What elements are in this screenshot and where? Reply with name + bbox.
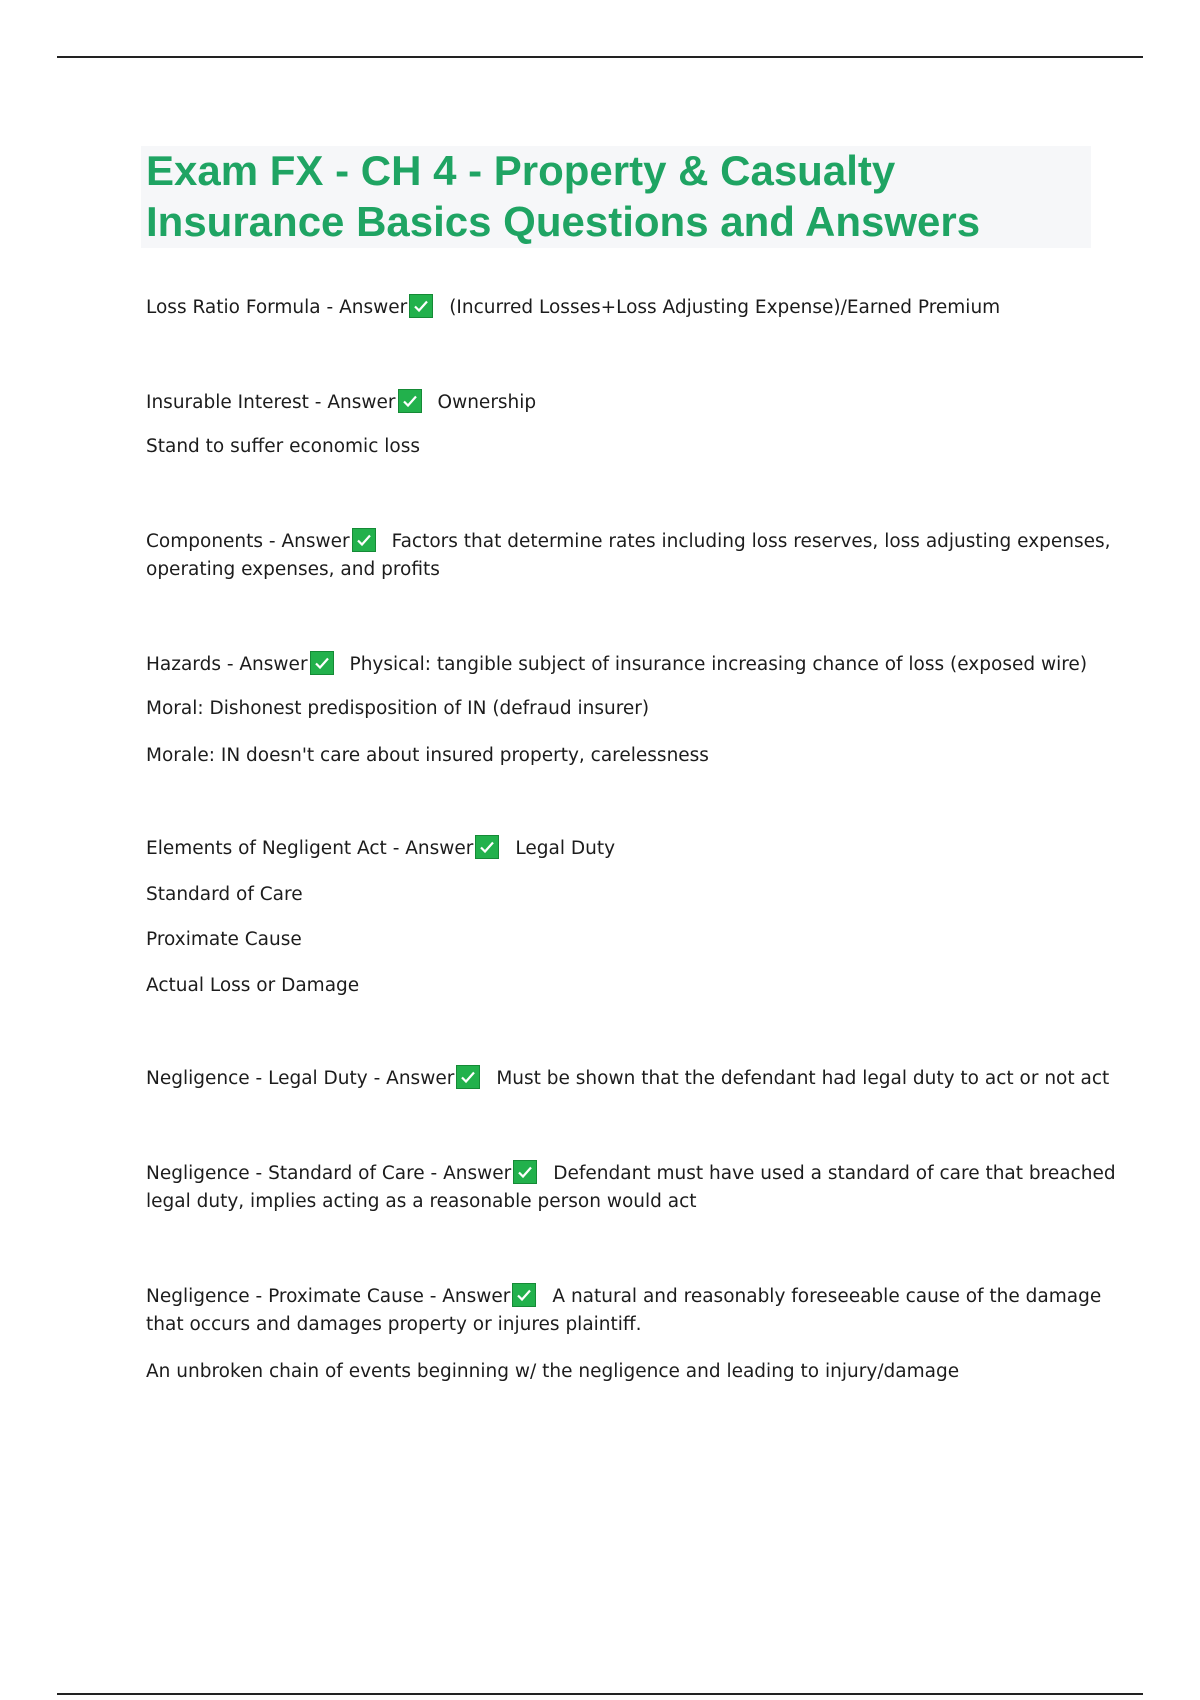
qa-answer: Must be shown that the defendant had legal duty to act or not act [496, 1068, 1110, 1089]
checkmark-icon [310, 651, 334, 675]
qa-answer-line: Standard of Care [146, 884, 303, 905]
qa-answer-line: Moral: Dishonest predisposition of IN (defraud insurer) [146, 698, 650, 719]
checkmark-icon [512, 1283, 536, 1307]
qa-answer: Ownership [437, 392, 537, 413]
qa-term: Elements of Negligent Act - [146, 838, 406, 859]
qa-answer-line: Morale: IN doesn't care about insured property, carelessness [146, 745, 709, 766]
checkmark-icon [398, 389, 422, 413]
qa-question-line [146, 835, 615, 863]
qa-question-line [146, 389, 536, 417]
qa-answer-line: Stand to suffer economic loss [146, 436, 420, 457]
qa-answer-line: An unbroken chain of events beginning w/ the negligence and leading to injury/damage [146, 1361, 960, 1382]
qa-question-line [146, 294, 1000, 322]
qa-answer-line: operating expenses, and profits [146, 559, 440, 580]
qa-term: Loss Ratio Formula - [146, 297, 340, 318]
qa-answer-line: legal duty, implies acting as a reasonable person would act [146, 1191, 697, 1212]
answer-marker: Answer [386, 1068, 455, 1089]
checkmark-icon [513, 1160, 537, 1184]
qa-answer: A natural and reasonably foreseeable cause of the damage [552, 1286, 1102, 1307]
answer-marker: Answer [442, 1286, 511, 1307]
qa-term: Negligence - Legal Duty - [146, 1068, 387, 1089]
qa-answer: Physical: tangible subject of insurance increasing chance of loss (exposed wire) [349, 654, 1088, 675]
checkmark-icon [456, 1065, 480, 1089]
qa-question-line [146, 1283, 1101, 1311]
answer-marker: Answer [405, 838, 474, 859]
checkmark-icon [409, 294, 433, 318]
checkmark-icon [352, 528, 376, 552]
qa-answer: Defendant must have used a standard of care that breached [553, 1163, 1116, 1184]
answer-marker: Answer [443, 1163, 512, 1184]
qa-answer-line: Actual Loss or Damage [146, 975, 360, 996]
qa-term: Components - [146, 531, 282, 552]
answer-marker: Answer [239, 654, 308, 675]
checkmark-icon [475, 835, 499, 859]
qa-answer-line: Proximate Cause [146, 929, 302, 950]
qa-answer-line: that occurs and damages property or injures plaintiff. [146, 1314, 642, 1335]
answer-marker: Answer [281, 531, 350, 552]
qa-question-line [146, 1065, 1109, 1093]
qa-answer: (Incurred Losses+Loss Adjusting Expense)/Earned Premium [449, 297, 1001, 318]
qa-term: Negligence - Proximate Cause - [146, 1286, 443, 1307]
answer-marker: Answer [327, 392, 396, 413]
qa-term: Hazards - [146, 654, 240, 675]
qa-term: Insurable Interest - [146, 392, 328, 413]
bottom-rule [57, 1693, 1143, 1695]
qa-term: Negligence - Standard of Care - [146, 1163, 444, 1184]
answer-marker: Answer [339, 297, 408, 318]
qa-answer: Legal Duty [515, 838, 616, 859]
top-rule [57, 56, 1143, 58]
qa-question-line [146, 651, 1087, 679]
page-title: Exam FX - CH 4 - Property & Casualty Insurance Basics Questions and Answers [146, 147, 981, 245]
qa-question-line [146, 528, 1111, 556]
qa-question-line [146, 1160, 1116, 1188]
qa-answer: Factors that determine rates including loss reserves, loss adjusting expenses, [391, 531, 1111, 552]
